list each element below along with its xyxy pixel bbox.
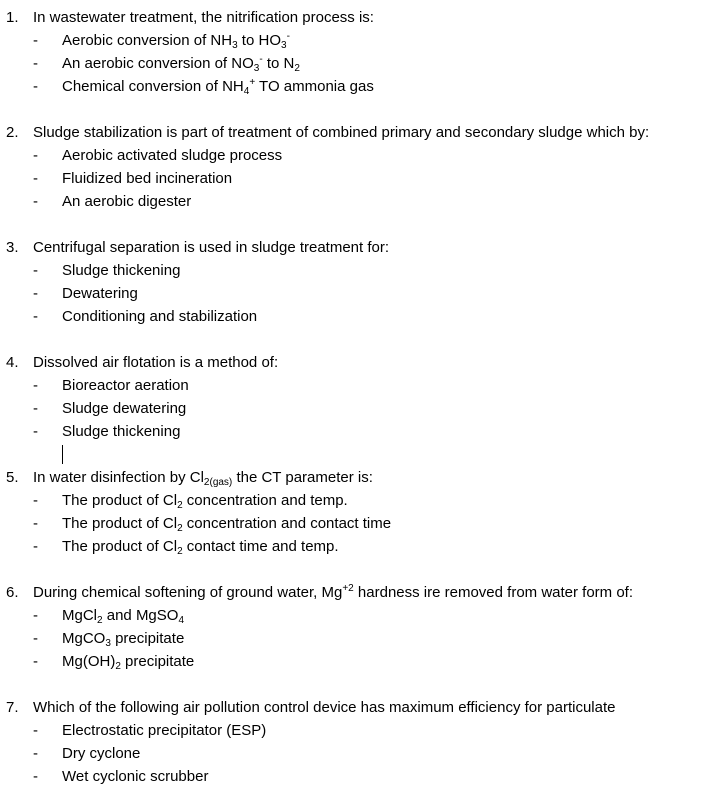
text-run: - (286, 31, 290, 42)
question-number: 3. (6, 239, 19, 256)
text-run: Centrifugal separation is used in sludge treatment for: (33, 239, 390, 256)
bullet-dash: - (33, 170, 38, 187)
option-text (62, 374, 189, 397)
question-text (33, 696, 616, 719)
text-run: Bioreactor aeration (62, 377, 189, 394)
question-text (33, 351, 278, 374)
bullet-dash: - (33, 423, 38, 440)
option-item (0, 719, 717, 742)
text-run: 3 (105, 638, 111, 649)
text-run: Aerobic activated sludge process (62, 147, 283, 164)
text-run: 2 (177, 500, 183, 511)
option-text (62, 397, 186, 420)
text-run: concentration and temp. (182, 492, 348, 509)
option-text (62, 75, 374, 98)
text-run: In wastewater treatment, the nitrification process is: (33, 9, 374, 26)
text-run: 3 (253, 63, 260, 74)
text-run: 2(gas) (203, 477, 233, 488)
question-4 (0, 351, 717, 443)
text-run: the CT parameter is: (232, 469, 373, 486)
question-text (33, 6, 374, 29)
option-text (62, 282, 138, 305)
bullet-dash: - (33, 308, 38, 325)
option-text (62, 650, 194, 673)
option-item (0, 512, 717, 535)
text-run: Which of the following air pollution control device has maximum efficiency for particulate (33, 699, 616, 716)
text-run: precipitate (120, 653, 195, 670)
text-cursor-line[interactable] (0, 443, 717, 466)
option-item (0, 305, 717, 328)
option-item (0, 259, 717, 282)
option-text (62, 719, 266, 742)
question-stem (0, 121, 717, 144)
text-run: 3 (232, 40, 238, 51)
text-run: Wet cyclonic scrubber (62, 768, 209, 785)
option-item (0, 650, 717, 673)
text-run: Aerobic conversion of NH (62, 32, 233, 49)
option-item (0, 742, 717, 765)
option-text (62, 144, 282, 167)
text-run: to N (262, 55, 295, 72)
text-run: The product of Cl (62, 515, 178, 532)
option-item (0, 282, 717, 305)
question-number: 5. (6, 469, 19, 486)
option-item (0, 29, 717, 52)
question-7 (0, 696, 717, 788)
text-run: 2 (294, 63, 300, 74)
option-text (62, 604, 184, 627)
option-text (62, 489, 348, 512)
question-text (33, 466, 373, 489)
question-number: 1. (6, 9, 19, 26)
option-text (62, 52, 300, 75)
question-number: 6. (6, 584, 19, 601)
text-run: Chemical conversion of NH (62, 78, 244, 95)
option-item (0, 75, 717, 98)
option-text (62, 29, 290, 52)
option-text (62, 512, 391, 535)
bullet-dash: - (33, 147, 38, 164)
text-run: 4 (178, 615, 185, 626)
question-text (33, 581, 633, 604)
text-run: During chemical softening of ground water, Mg (33, 584, 343, 601)
bullet-dash: - (33, 492, 38, 509)
bullet-dash: - (33, 722, 38, 739)
bullet-dash: - (33, 32, 38, 49)
bullet-dash: - (33, 193, 38, 210)
bullet-dash: - (33, 78, 38, 95)
question-1 (0, 6, 717, 98)
bullet-dash: - (33, 538, 38, 555)
option-text (62, 167, 232, 190)
bullet-dash: - (33, 55, 38, 72)
bullet-dash: - (33, 285, 38, 302)
text-run: 2 (115, 661, 121, 672)
option-text (62, 420, 180, 443)
option-text (62, 742, 140, 765)
text-run: precipitate (110, 630, 185, 647)
bullet-dash: - (33, 400, 38, 417)
bullet-dash: - (33, 653, 38, 670)
option-item (0, 374, 717, 397)
text-run: and MgSO (102, 607, 179, 624)
text-run: contact time and temp. (182, 538, 339, 555)
text-run: 4 (243, 86, 250, 97)
bullet-dash: - (33, 768, 38, 785)
option-item (0, 627, 717, 650)
text-run: An aerobic digester (62, 193, 192, 210)
option-text (62, 259, 180, 282)
text-run: MgCO (62, 630, 106, 647)
bullet-dash: - (33, 630, 38, 647)
text-run: Dry cyclone (62, 745, 141, 762)
option-item (0, 190, 717, 213)
option-text (62, 190, 191, 213)
question-stem (0, 696, 717, 719)
question-3 (0, 236, 717, 328)
text-run: Dissolved air flotation is a method of: (33, 354, 279, 371)
text-run: Electrostatic precipitator (ESP) (62, 722, 267, 739)
bullet-dash: - (33, 607, 38, 624)
question-text (33, 236, 389, 259)
question-stem (0, 351, 717, 374)
option-item (0, 604, 717, 627)
text-run: - (259, 54, 263, 65)
text-run: An aerobic conversion of NO (62, 55, 254, 72)
question-stem (0, 466, 717, 489)
question-stem (0, 236, 717, 259)
text-run: +2 (342, 583, 354, 594)
text-run: In water disinfection by Cl (33, 469, 204, 486)
bullet-dash: - (33, 262, 38, 279)
option-item (0, 167, 717, 190)
text-run: Dewatering (62, 285, 138, 302)
option-text (62, 535, 339, 558)
text-run: hardness ire removed from water form of: (353, 584, 634, 601)
option-item (0, 144, 717, 167)
text-run: Sludge thickening (62, 262, 181, 279)
text-run: 3 (281, 40, 287, 51)
option-text (62, 765, 208, 788)
question-2 (0, 121, 717, 213)
question-5 (0, 466, 717, 558)
option-item (0, 420, 717, 443)
text-run: Mg(OH) (62, 653, 116, 670)
question-stem (0, 6, 717, 29)
option-item (0, 765, 717, 788)
text-run: The product of Cl (62, 492, 178, 509)
option-text (62, 627, 184, 650)
option-item (0, 52, 717, 75)
text-run: 2 (177, 546, 183, 557)
question-6 (0, 581, 717, 673)
question-stem (0, 581, 717, 604)
text-run: Fluidized bed incineration (62, 170, 233, 187)
text-run: Sludge stabilization is part of treatment of combined primary and secondary sludge which by: (33, 124, 650, 141)
text-run: 2 (97, 615, 103, 626)
option-text (62, 305, 257, 328)
option-item (0, 397, 717, 420)
text-run: 2 (177, 523, 183, 534)
question-number: 7. (6, 699, 19, 716)
text-run: + (249, 77, 256, 88)
bullet-dash: - (33, 377, 38, 394)
text-run: to HO (237, 32, 281, 49)
text-run: Sludge dewatering (62, 400, 187, 417)
text-cursor (62, 445, 63, 464)
question-number: 4. (6, 354, 19, 371)
bullet-dash: - (33, 745, 38, 762)
option-item (0, 535, 717, 558)
option-item (0, 489, 717, 512)
text-run: MgCl (62, 607, 98, 624)
question-number: 2. (6, 124, 19, 141)
text-run: concentration and contact time (182, 515, 392, 532)
text-run: TO ammonia gas (255, 78, 374, 95)
bullet-dash: - (33, 515, 38, 532)
text-run: The product of Cl (62, 538, 178, 555)
question-text (33, 121, 649, 144)
text-run: Sludge thickening (62, 423, 181, 440)
text-run: Conditioning and stabilization (62, 308, 258, 325)
